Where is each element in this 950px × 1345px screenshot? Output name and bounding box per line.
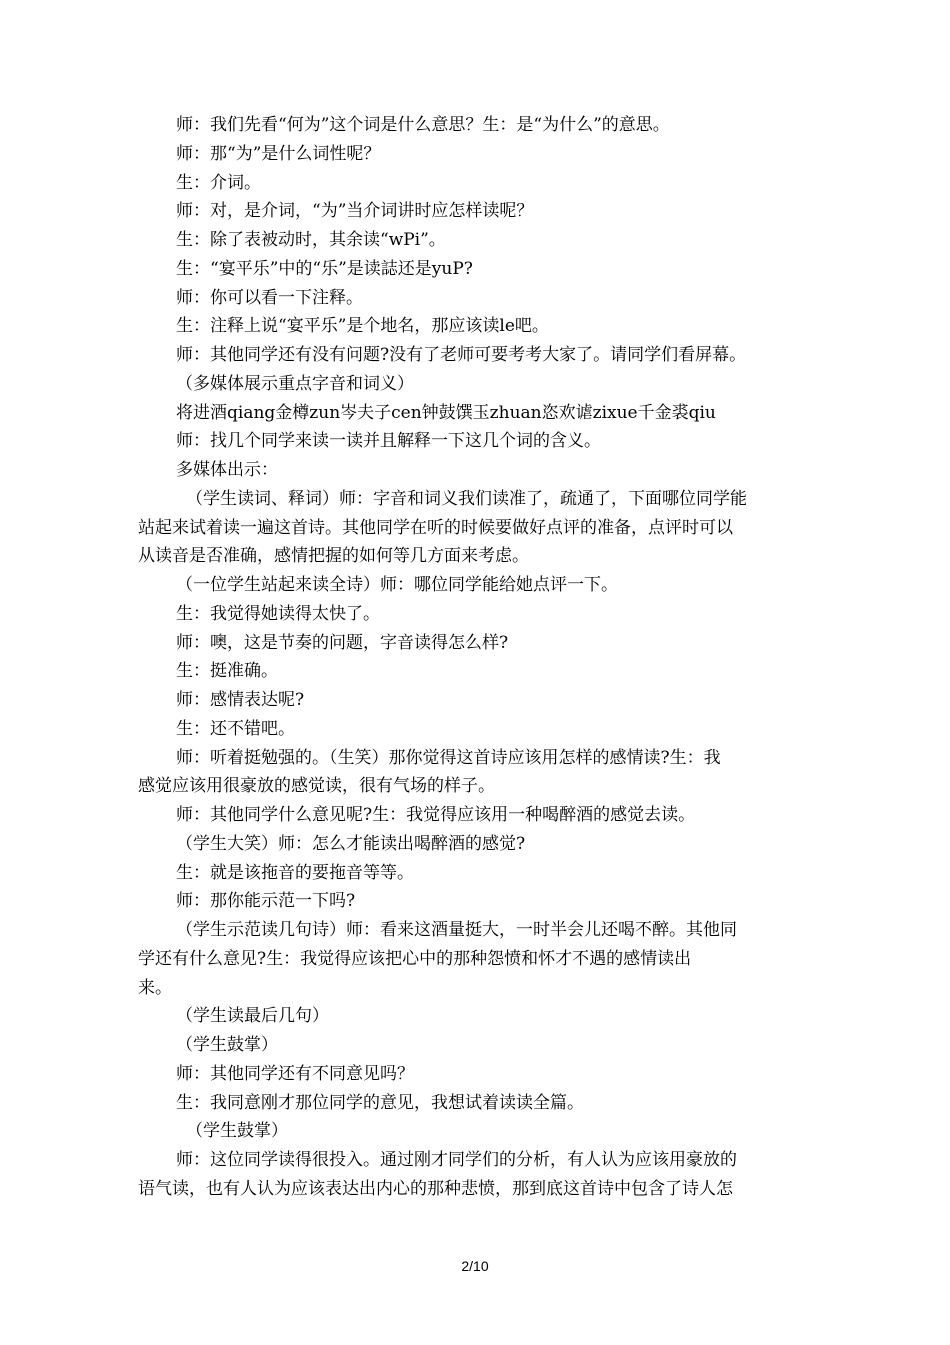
text-line: 生：除了表被动时，其余读“wPi”。 [176, 230, 446, 250]
text-line: 师：那“为”是什么词性呢？ [176, 143, 381, 164]
text-line: （学生示范读几句诗）师：看来这酒量挺大，一时半会儿还喝不醉。其他同 [176, 920, 737, 940]
text-line: 生：注释上说“宴平乐”是个地名，那应该读le吧。 [176, 316, 549, 337]
text-line: 站起来试着读一遍这首诗。其他同学在听的时候要做好点评的准备，点评时可以 [138, 517, 733, 538]
text-line: 将进酒qiang金樽zun岑夫子cen钟鼓馔玉zhuan恣欢谑zixue千金裘qiu [176, 402, 716, 423]
text-line: （学生读词、释词）师：字音和词义我们读准了，疏通了，下面哪位同学能 [186, 488, 747, 509]
text-line: 师：找几个同学来读一读并且解释一下这几个词的含义。 [176, 431, 601, 452]
text-line: 师：其他同学什么意见呢?生：我觉得应该用一种喝醉酒的感觉去读。 [176, 805, 696, 825]
text-line: 师：那你能示范一下吗? [176, 891, 356, 912]
text-line: 师：我们先看“何为”这个词是什么意思？生：是“为什么”的意思。 [176, 115, 670, 135]
text-line: 师：听着挺勉强的。（生笑）那你觉得这首诗应该用怎样的感情读?生：我 [176, 747, 721, 768]
text-line: 师：这位同学读得很投入。通过刚才同学们的分析，有人认为应该用豪放的 [176, 1150, 737, 1170]
text-line: （学生大笑）师：怎么才能读出喝醉酒的感觉? [176, 833, 526, 854]
text-line: 生：介词。 [176, 172, 261, 193]
text-line: （一位学生站起来读全诗）师：哪位同学能给她点评一下。 [176, 575, 618, 595]
text-line: 从读音是否准确，感情把握的如何等几方面来考虑。 [138, 546, 529, 567]
text-line: 师：你可以看一下注释。 [176, 287, 363, 308]
text-line: 生：我觉得她读得太快了。 [176, 603, 380, 624]
text-line: 多媒体出示： [176, 460, 278, 480]
text-line: （学生鼓掌） [186, 1121, 288, 1142]
page-number: 2/10 [461, 1258, 489, 1274]
text-line: 师：其他同学还有不同意见吗？ [176, 1063, 414, 1084]
text-line: 生：我同意刚才那位同学的意见，我想试着读读全篇。 [176, 1092, 584, 1113]
text-line: 生：“宴平乐”中的“乐”是读誌还是yuP? [176, 258, 473, 279]
document-body [138, 111, 813, 1204]
text-line: （学生读最后几句） [176, 1006, 329, 1027]
text-line: 师：其他同学还有没有问题?没有了老师可要考考大家了。请同学们看屏幕。 [176, 345, 747, 365]
text-line: 学还有什么意见?生：我觉得应该把心中的那种怨愤和怀才不遇的感情读出 [138, 948, 692, 969]
text-line: 来。 [138, 977, 172, 998]
text-line: 师：对，是介词，“为”当介词讲时应怎样读呢？ [176, 201, 534, 222]
text-line: 生：就是该拖音的要拖音等等。 [176, 862, 414, 883]
text-line: 师：感情表达呢? [176, 690, 305, 710]
text-line: （多媒体展示重点字音和词义） [176, 373, 414, 394]
text-line: 语气读，也有人认为应该表达出内心的那种悲愤，那到底这首诗中包含了诗人怎 [138, 1178, 733, 1199]
text-line: 生：挺准确。 [176, 661, 278, 682]
text-line: 生：还不错吧。 [176, 718, 295, 739]
text-line: 师：噢，这是节奏的问题，字音读得怎么样? [176, 632, 509, 653]
text-line: （学生鼓掌） [176, 1035, 278, 1055]
text-line: 感觉应该用很豪放的感觉读，很有气场的样子。 [138, 776, 495, 797]
